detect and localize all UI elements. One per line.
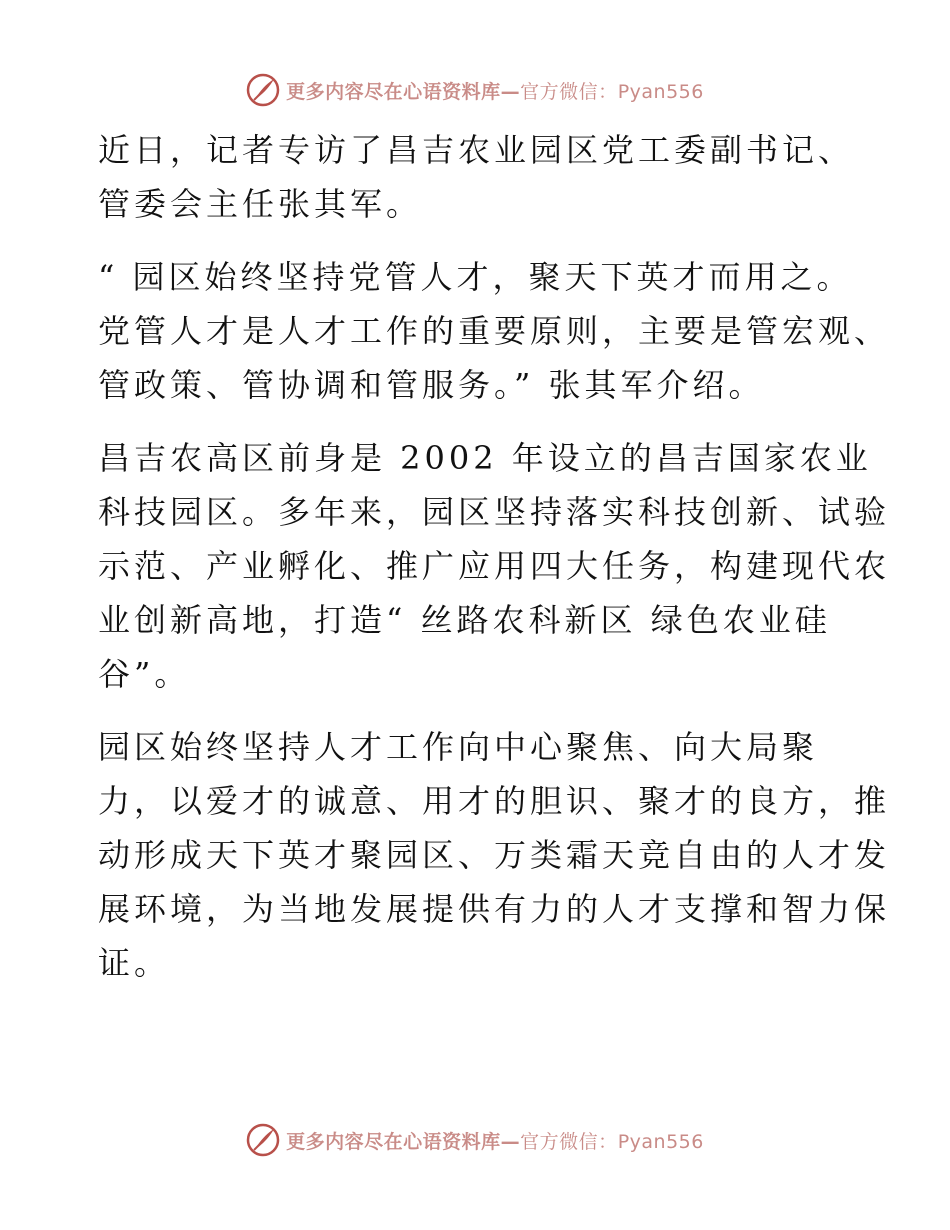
text-line: 证。 [98,944,171,982]
paragraph-4 [98,720,891,990]
quill-logo-icon [246,1123,280,1157]
text-line: 展环境，为当地发展提供有力的人才支撑和智力保 [98,890,891,928]
footer-watermark [0,1120,950,1160]
watermark-text: 更多内容尽在心语资料库—官方微信：Pyan556 [286,80,704,103]
text-line: 业创新高地，打造“ 丝路农科新区 绿色农业硅 [98,601,831,639]
paragraph-2 [98,250,891,412]
text-line: 谷”。 [98,655,191,693]
text-line: 管委会主任张其军。 [98,185,423,223]
text-line: 管政策、管协调和管服务。” 张其军介绍。 [98,366,765,404]
text-line: 党管人才是人才工作的重要原则，主要是管宏观、 [98,312,891,350]
header-watermark [0,70,950,110]
text-line: 动形成天下英才聚园区、万类霜天竞自由的人才发 [98,836,891,874]
text-line: 示范、产业孵化、推广应用四大任务，构建现代农 [98,547,891,585]
paragraph-3 [98,431,891,701]
text-line: 科技园区。多年来，园区坚持落实科技创新、试验 [98,493,891,531]
text-line: 力，以爱才的诚意、用才的胆识、聚才的良方，推 [98,782,891,820]
quill-logo-icon [246,73,280,107]
text-line: 近日，记者专访了昌吉农业园区党工委副书记、 [98,131,855,169]
article-body [98,123,891,1009]
text-line: 昌吉农高区前身是 2002 年设立的昌吉国家农业 [98,439,872,477]
text-line: 园区始终坚持人才工作向中心聚焦、向大局聚 [98,728,819,766]
paragraph-1 [98,123,858,231]
text-line: “ 园区始终坚持党管人才，聚天下英才而用之。 [98,258,853,296]
watermark-text: 更多内容尽在心语资料库—官方微信：Pyan556 [286,1130,704,1153]
